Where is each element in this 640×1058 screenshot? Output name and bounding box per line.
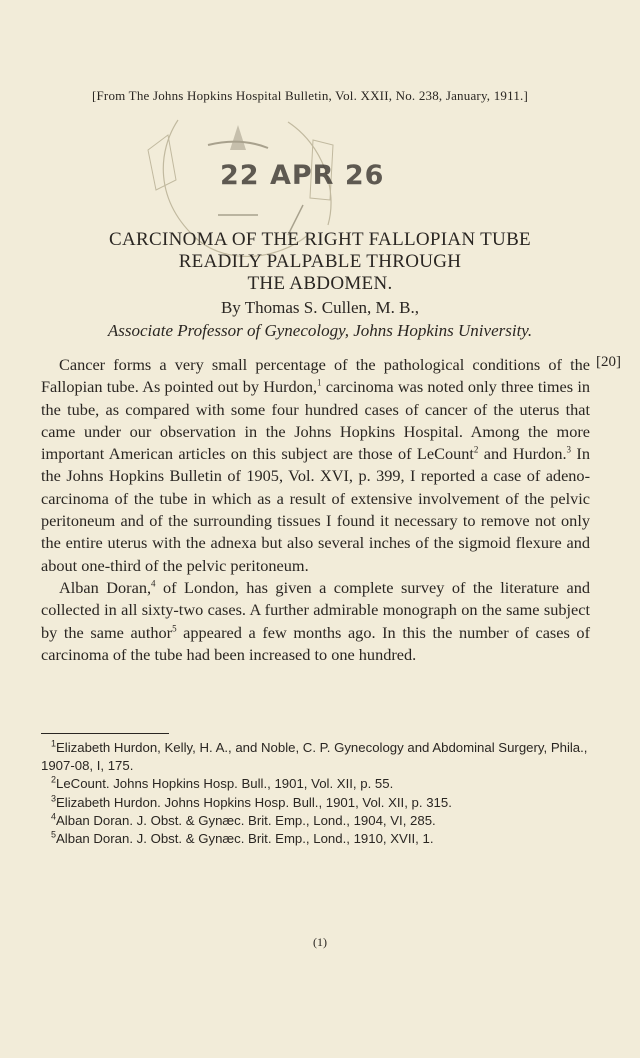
footnote-number: 2	[51, 775, 57, 786]
footnote-text: Elizabeth Hurdon, Kelly, H. A., and Noble, C. P. Gynecology and Abdominal Surgery, Phila., 1907-08, I, 175.	[41, 740, 588, 774]
footnote	[41, 775, 590, 793]
paragraph-1	[41, 354, 590, 577]
text-run: Cancer forms a very small percentage of the pathological conditions of the Fallopian tube. As pointed out by Hurdon,	[41, 355, 590, 397]
page-number: (1)	[313, 935, 327, 949]
footnote-text: LeCount. Johns Hopkins Hosp. Bull., 1901, Vol. XII, p. 55.	[56, 776, 394, 792]
footnote-text: Alban Doran. J. Obst. & Gynæc. Brit. Emp., Lond., 1910, XVII, 1.	[56, 831, 434, 847]
author-affiliation: Associate Professor of Gynecology, Johns Hopkins University.	[107, 321, 533, 340]
footnote	[41, 794, 590, 812]
header-note: [From The Johns Hopkins Hospital Bulletin, Vol. XXII, No. 238, January, 1911.]	[91, 88, 529, 103]
footnotes	[41, 739, 590, 848]
footnote-number: 4	[51, 811, 57, 822]
footnote	[41, 830, 590, 848]
title-line-2: READILY PALPABLE THROUGH	[178, 251, 462, 272]
footnote-ref: 3	[566, 444, 572, 455]
text-run: Alban Doran,	[59, 577, 152, 597]
footnote-divider	[41, 733, 169, 734]
footnote-text: Alban Doran. J. Obst. & Gynæc. Brit. Emp., Lond., 1904, VI, 285.	[56, 812, 436, 828]
footnote-ref: 4	[151, 578, 156, 589]
footnote-ref: 1	[317, 377, 322, 388]
title-line-1: CARCINOMA OF THE RIGHT FALLOPIAN TUBE	[109, 229, 531, 250]
margin-page-ref: [20]	[596, 354, 621, 370]
footnote-number: 3	[51, 793, 57, 804]
stamp-date: 22 APR 26	[220, 160, 385, 191]
footnote-ref: 2	[473, 444, 479, 455]
footnote-text: Elizabeth Hurdon. Johns Hopkins Hosp. Bull., 1901, Vol. XII, p. 315.	[56, 794, 452, 810]
footnote	[41, 739, 590, 775]
text-run: In the Johns Hopkins Bulletin of 1905, Vol. XVI, p. 399, I reported a case of adeno-carcinoma of the tube in which as a result of extensive involvement of the pelvic peritoneum and of the surrounding tissues I found it necessary to remove not only the entire uterus with the adnexa but also several inches of the sigmoid flexure and about one-third of the pelvic peritoneum.	[41, 444, 590, 575]
body-text	[41, 354, 590, 666]
text-run: carcinoma was noted only three times in the tube, as compared with some four hundred cases of cancer of the uterus that came under our observation in the Johns Hopkins Hospital. Among the more important American articles on this subject are those of LeCount	[41, 377, 591, 464]
footnote-ref: 5	[172, 623, 177, 634]
text-run: appeared a few months ago. In this the number of cases of carcinoma of the tube had been increased to one hundred.	[41, 622, 590, 664]
footnote-number: 5	[51, 829, 57, 840]
paragraph-2	[41, 577, 590, 666]
footnote-number: 1	[51, 738, 57, 749]
footnote	[41, 812, 590, 830]
text-run: of London, has given a complete survey of the literature and collected in all sixty-two cases. A further admirable monograph on the same subject by the same author	[41, 577, 590, 642]
title-line-3: THE ABDOMEN.	[247, 273, 393, 294]
author-byline: By Thomas S. Cullen, M. B.,	[220, 298, 420, 317]
paper-title	[40, 229, 600, 295]
text-run: and Hurdon.	[478, 444, 567, 464]
